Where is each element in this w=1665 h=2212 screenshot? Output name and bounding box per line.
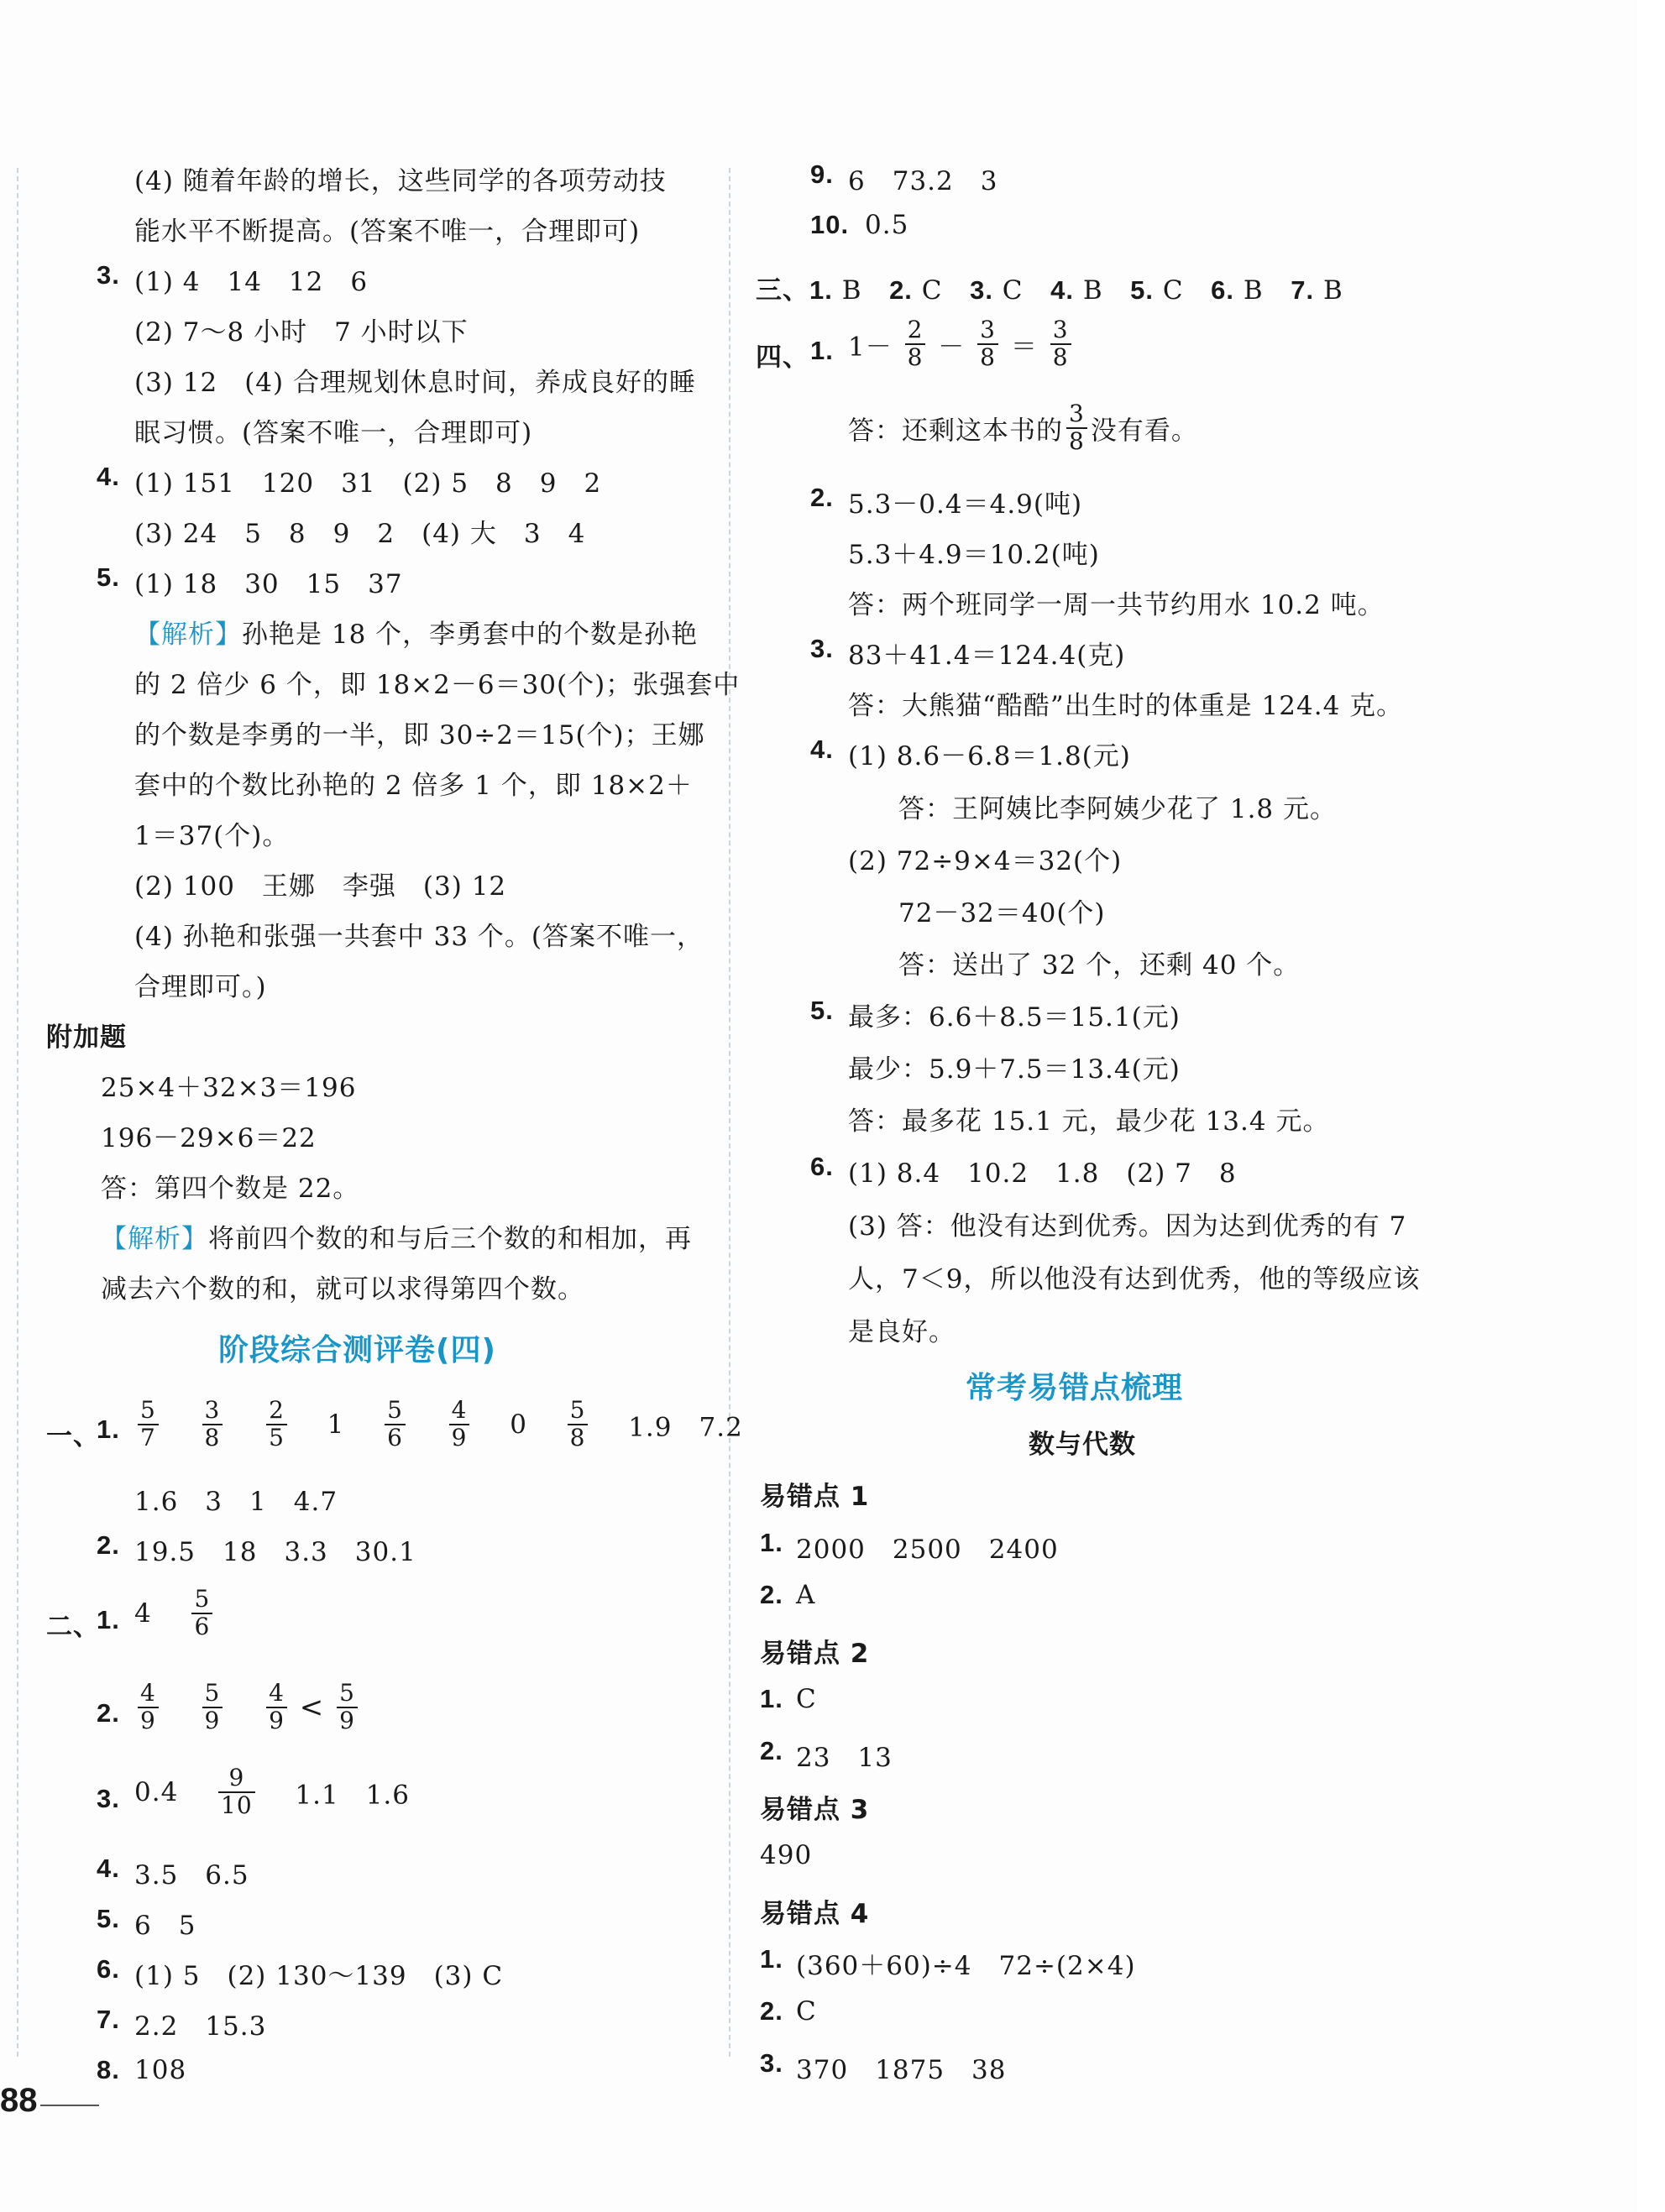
fraction: $\frac{5}{6}$ bbox=[385, 1398, 406, 1451]
answer-line: (1) 18 30 15 37 bbox=[134, 569, 403, 599]
question-number: 2. bbox=[889, 275, 913, 305]
answer-line: (1) 4 14 12 6 bbox=[134, 267, 369, 297]
analysis-tag: 【解析】 bbox=[134, 620, 242, 650]
answer-line: 25×4＋32×3＝196 bbox=[101, 1073, 357, 1103]
answer-line: 是良好。 bbox=[848, 1317, 956, 1347]
answer-line: 眠习惯。(答案不唯一，合理即可) bbox=[134, 418, 533, 448]
answer-line: 6 73.2 3 bbox=[848, 166, 998, 196]
answer-line: 83＋41.4＝124.4(克) bbox=[848, 641, 1126, 671]
section-title: 常考易错点梳理 bbox=[966, 1371, 1184, 1405]
answer-line: 2.2 15.3 bbox=[134, 2011, 267, 2042]
answer-line: 108 bbox=[134, 2055, 187, 2085]
answer-line: C bbox=[796, 1684, 817, 1714]
question-number: 2. bbox=[97, 1530, 120, 1560]
analysis-line: 的个数是李勇的一半，即 30÷2＝15(个)；王娜 bbox=[134, 720, 705, 750]
error-point-heading: 易错点 1 bbox=[760, 1482, 870, 1512]
fraction: $\frac{3}{8}$ bbox=[977, 317, 998, 371]
fraction-row bbox=[134, 1398, 743, 1451]
answer-line: 答：大熊猫“酷酷”出生时的体重是 124.4 克。 bbox=[848, 691, 1404, 721]
choice-answer: C bbox=[1002, 275, 1024, 306]
question-number: 1. bbox=[760, 1684, 783, 1713]
answer-line: (1) 8.4 10.2 1.8 (2) 7 8 bbox=[848, 1158, 1237, 1189]
analysis-text: 孙艳是 18 个，李勇套中的个数是孙艳 bbox=[242, 620, 699, 650]
question-number: 4. bbox=[810, 735, 834, 764]
choice-answer: C bbox=[921, 275, 943, 306]
question-number: 3. bbox=[97, 260, 120, 290]
error-point-heading: 易错点 3 bbox=[760, 1795, 870, 1825]
answer-line: 答：最多花 15.1 元，最少花 13.4 元。 bbox=[848, 1106, 1330, 1137]
section-title: 阶段综合测评卷(四) bbox=[218, 1333, 496, 1367]
fraction: $\frac{2}{5}$ bbox=[266, 1398, 287, 1451]
answer-line: (2) 100 王娜 李强 (3) 12 bbox=[134, 871, 507, 902]
question-number: 3. bbox=[97, 1784, 120, 1813]
answer-sentence bbox=[848, 401, 1198, 455]
choice-answer: B bbox=[1243, 275, 1264, 306]
choice-answers-row bbox=[756, 269, 1343, 306]
question-number: 5. bbox=[97, 562, 120, 592]
error-point-heading: 易错点 2 bbox=[760, 1639, 870, 1669]
answer-line: 23 13 bbox=[796, 1743, 893, 1773]
answer-line: 3.5 6.5 bbox=[134, 1860, 249, 1890]
answer-line: 72－32＝40(个) bbox=[898, 898, 1106, 928]
question-number: 6. bbox=[97, 1954, 120, 1984]
question-number: 4. bbox=[97, 1854, 120, 1883]
part-label: 四、 bbox=[756, 343, 809, 373]
fraction: $\frac{3}{8}$ bbox=[1066, 401, 1087, 455]
operator: ＝ bbox=[1010, 332, 1038, 363]
answer-line: (1) 5 (2) 130～139 (3) C bbox=[134, 1961, 504, 1991]
choice-answer: C bbox=[1162, 275, 1184, 306]
question-number: 3. bbox=[760, 2048, 783, 2078]
analysis-line bbox=[134, 613, 698, 651]
analysis-text: 将前四个数的和与后三个数的和相加，再 bbox=[208, 1224, 692, 1254]
answer-line: (2) 72÷9×4＝32(个) bbox=[848, 846, 1123, 876]
less-than-sign: < bbox=[299, 1690, 325, 1724]
question-number: 1. bbox=[97, 1605, 120, 1634]
column-divider bbox=[729, 168, 730, 2057]
question-number: 2. bbox=[97, 1698, 120, 1728]
question-number: 2. bbox=[760, 1580, 783, 1609]
fraction: $\frac{5}{8}$ bbox=[568, 1398, 589, 1451]
fraction: $\frac{5}{6}$ bbox=[191, 1587, 212, 1640]
value: 1.9 7.2 bbox=[628, 1412, 743, 1443]
question-number: 2. bbox=[760, 1996, 783, 2026]
answer-line: C bbox=[796, 1996, 817, 2026]
operator: － bbox=[938, 332, 966, 363]
answer-line: (1) 151 120 31 (2) 5 8 9 2 bbox=[134, 468, 602, 499]
question-number: 9. bbox=[810, 159, 834, 189]
text-line: 能水平不断提高。(答案不唯一，合理即可) bbox=[134, 217, 641, 247]
analysis-line: 的 2 倍少 6 个，即 18×2－6＝30(个)；张强套中 bbox=[134, 670, 741, 700]
answer-line: 0.5 bbox=[865, 210, 909, 240]
answer-line: (1) 8.6－6.8＝1.8(元) bbox=[848, 741, 1131, 771]
question-number: 1. bbox=[809, 275, 833, 305]
answer-line: (3) 12 (4) 合理规划休息时间，养成良好的睡 bbox=[134, 368, 696, 398]
answer-line: 6 5 bbox=[134, 1911, 196, 1941]
text-line: (4) 随着年龄的增长，这些同学的各项劳动技 bbox=[134, 166, 667, 196]
choice-answer: B bbox=[841, 275, 862, 306]
value: 1.1 1.6 bbox=[295, 1780, 410, 1811]
fraction-row bbox=[134, 1587, 216, 1640]
text: 答：还剩这本书的 bbox=[848, 416, 1063, 447]
answer-line: 答：送出了 32 个，还剩 40 个。 bbox=[898, 950, 1301, 980]
answer-line: 2000 2500 2400 bbox=[796, 1535, 1059, 1565]
fraction: $\frac{3}{8}$ bbox=[1050, 317, 1071, 371]
fraction: $\frac{4}{9}$ bbox=[449, 1398, 470, 1451]
answer-line: (4) 孙艳和张强一共套中 33 个。(答案不唯一， bbox=[134, 922, 704, 952]
fraction: $\frac{4}{9}$ bbox=[266, 1681, 287, 1734]
question-number: 5. bbox=[1130, 275, 1155, 305]
section-heading: 附加题 bbox=[46, 1022, 127, 1053]
answer-line: (3) 答：他没有达到优秀。因为达到优秀的有 7 bbox=[848, 1211, 1407, 1242]
part-label: 一、 bbox=[46, 1421, 100, 1451]
fraction-row bbox=[134, 1765, 410, 1819]
question-number: 1. bbox=[810, 336, 834, 365]
answer-line: (2) 7～8 小时 7 小时以下 bbox=[134, 317, 469, 348]
question-number: 3. bbox=[970, 275, 993, 305]
part-label: 三、 bbox=[756, 275, 809, 306]
answer-line: A bbox=[796, 1580, 816, 1610]
answer-line: (360＋60)÷4 72÷(2×4) bbox=[796, 1951, 1136, 1981]
answer-line: 答：两个班同学一周一共节约用水 10.2 吨。 bbox=[848, 590, 1385, 620]
question-number: 1. bbox=[760, 1944, 783, 1974]
answer-line: 1.6 3 1 4.7 bbox=[134, 1487, 338, 1517]
fraction: $\frac{3}{8}$ bbox=[202, 1398, 223, 1451]
question-number: 4. bbox=[97, 462, 120, 491]
choice-answer: B bbox=[1322, 275, 1343, 306]
answer-line: 5.3－0.4＝4.9(吨) bbox=[848, 489, 1083, 520]
answer-line: 最少：5.9＋7.5＝13.4(元) bbox=[848, 1054, 1181, 1085]
part-label: 二、 bbox=[46, 1612, 100, 1642]
question-number: 5. bbox=[810, 996, 834, 1025]
value: 1 bbox=[327, 1409, 345, 1440]
fraction: $\frac{2}{8}$ bbox=[905, 317, 926, 371]
question-number: 1. bbox=[760, 1528, 783, 1557]
fraction: $\frac{9}{10}$ bbox=[218, 1765, 255, 1819]
operand: 1－ bbox=[848, 332, 893, 363]
question-number: 8. bbox=[97, 2055, 120, 2084]
answer-line: 答：第四个数是 22。 bbox=[101, 1174, 360, 1204]
text: 没有看。 bbox=[1090, 416, 1198, 447]
answer-line: 370 1875 38 bbox=[796, 2055, 1007, 2085]
answer-line: 196－29×6＝22 bbox=[101, 1123, 317, 1153]
fraction: $\frac{4}{9}$ bbox=[138, 1681, 159, 1734]
fraction-row bbox=[134, 1681, 361, 1734]
fraction-equation bbox=[848, 317, 1075, 371]
question-number: 5. bbox=[97, 1904, 120, 1933]
answer-line: 490 bbox=[760, 1840, 813, 1870]
value: 0.4 bbox=[134, 1776, 179, 1807]
value: 0 bbox=[510, 1409, 527, 1440]
page-number: 88 bbox=[0, 2082, 38, 2119]
analysis-line: 套中的个数比孙艳的 2 倍多 1 个，即 18×2＋ bbox=[134, 771, 693, 801]
analysis-line bbox=[101, 1217, 692, 1255]
error-point-heading: 易错点 4 bbox=[760, 1899, 870, 1929]
question-number: 10. bbox=[810, 210, 850, 239]
analysis-tag: 【解析】 bbox=[101, 1224, 208, 1254]
analysis-line: 减去六个数的和，就可以求得第四个数。 bbox=[101, 1274, 584, 1305]
choice-answer: B bbox=[1082, 275, 1103, 306]
answer-line: 最多：6.6＋8.5＝15.1(元) bbox=[848, 1002, 1181, 1033]
question-number: 1. bbox=[97, 1415, 120, 1444]
subsection-title: 数与代数 bbox=[1029, 1430, 1136, 1460]
question-number: 2. bbox=[810, 483, 834, 512]
answer-line: (3) 24 5 8 9 2 (4) 大 3 4 bbox=[134, 519, 586, 549]
question-number: 6. bbox=[810, 1152, 834, 1181]
fraction: $\frac{5}{9}$ bbox=[337, 1681, 358, 1734]
fraction: $\frac{5}{9}$ bbox=[202, 1681, 223, 1734]
value: 4 bbox=[134, 1598, 152, 1629]
fraction: $\frac{5}{7}$ bbox=[138, 1398, 159, 1451]
question-number: 7. bbox=[1291, 275, 1315, 305]
page-number-rule bbox=[40, 2105, 99, 2106]
left-margin-divider bbox=[17, 168, 18, 2057]
answer-line: 19.5 18 3.3 30.1 bbox=[134, 1537, 416, 1567]
question-number: 6. bbox=[1211, 275, 1235, 305]
question-number: 2. bbox=[760, 1736, 783, 1765]
answer-line: 合理即可。) bbox=[134, 972, 267, 1002]
question-number: 3. bbox=[810, 634, 834, 663]
question-number: 7. bbox=[97, 2005, 120, 2034]
analysis-line: 1＝37(个)。 bbox=[134, 821, 290, 851]
question-number: 4. bbox=[1050, 275, 1074, 305]
answer-line: 答：王阿姨比李阿姨少花了 1.8 元。 bbox=[898, 794, 1338, 824]
answer-line: 5.3＋4.9＝10.2(吨) bbox=[848, 540, 1100, 570]
answer-line: 人，7＜9，所以他没有达到优秀，他的等级应该 bbox=[848, 1264, 1421, 1294]
